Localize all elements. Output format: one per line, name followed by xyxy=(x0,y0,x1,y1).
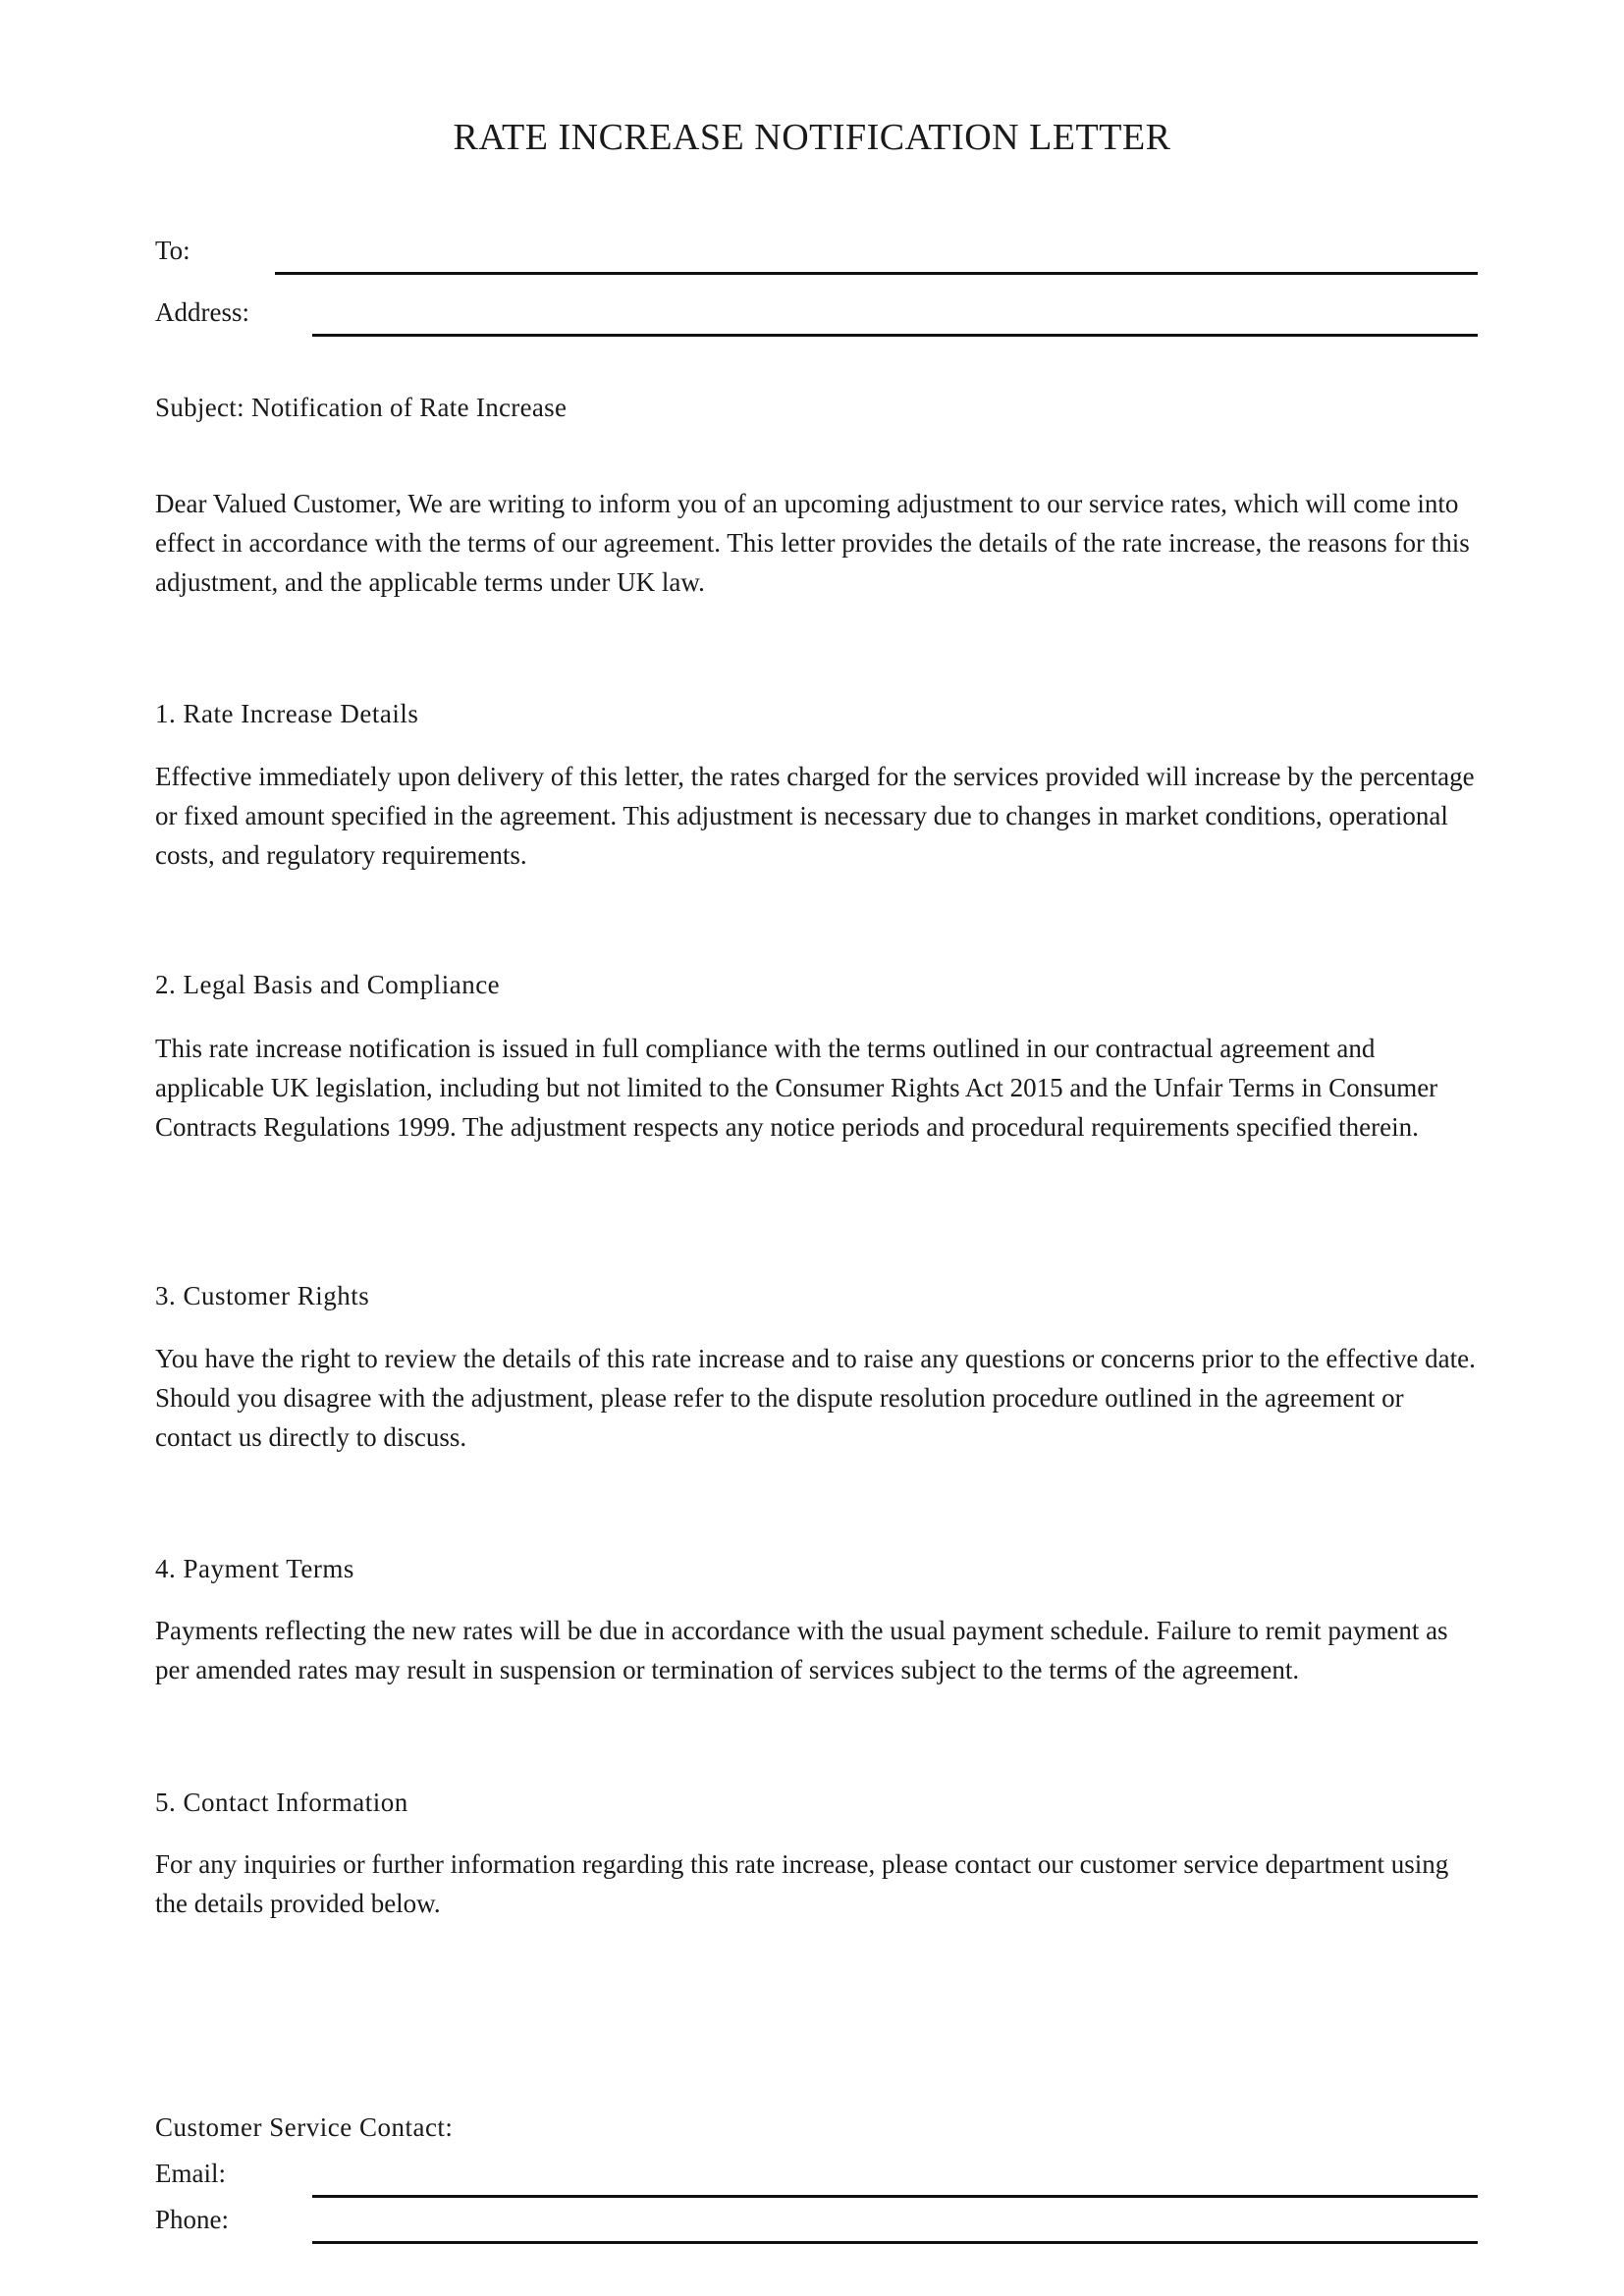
phone-label: Phone: xyxy=(155,2205,230,2234)
contact-heading: Customer Service Contact: xyxy=(155,2112,454,2142)
section-heading-customer-rights: 3. Customer Rights xyxy=(155,1281,370,1310)
page-title: RATE INCREASE NOTIFICATION LETTER xyxy=(453,117,1171,158)
to-field xyxy=(155,236,1478,275)
address-field xyxy=(155,297,1478,337)
email-label: Email: xyxy=(155,2159,226,2188)
address-label: Address: xyxy=(155,297,249,327)
address-input-line[interactable] xyxy=(312,334,1478,337)
section-heading-legal-basis: 2. Legal Basis and Compliance xyxy=(155,970,501,999)
section-body-legal-basis: This rate increase notification is issued in full compliance with the terms outlined in our contractual agreement and applicable UK legislation, including but not limited to the Consumer Rights Act 2015 and the Unfair Terms in Consumer Contracts Regulations 1999. The adjustment respects any notice periods and procedural requirements specified therein. xyxy=(155,1034,1438,1142)
section-heading-rate-increase: 1. Rate Increase Details xyxy=(155,699,419,728)
email-field xyxy=(155,2159,1478,2198)
subject-line: Subject: Notification of Rate Increase xyxy=(155,393,568,422)
section-body-payment-terms: Payments reflecting the new rates will be due in accordance with the usual payment schedule. Failure to remit payment as per amended rates may result in suspension or termination of services subject to the terms of the agreement. xyxy=(155,1616,1448,1684)
to-input-line[interactable] xyxy=(275,272,1478,275)
section-heading-payment-terms: 4. Payment Terms xyxy=(155,1554,354,1583)
email-input-line[interactable] xyxy=(312,2195,1478,2198)
phone-field xyxy=(155,2205,1478,2244)
intro-paragraph: Dear Valued Customer, We are writing to inform you of an upcoming adjustment to our service rates, which will come into effect in accordance with the terms of our agreement. This letter provides the details of the rate increase, the reasons for this adjustment, and the applicable terms under UK law. xyxy=(155,489,1470,597)
section-body-customer-rights: You have the right to review the details of this rate increase and to raise any questions or concerns prior to the effective date. Should you disagree with the adjustment, please refer to the dispute resolution procedure outlined in the agreement or contact us directly to discuss. xyxy=(155,1344,1476,1452)
section-body-rate-increase: Effective immediately upon delivery of this letter, the rates charged for the services provided will increase by the percentage or fixed amount specified in the agreement. This adjustment is necessary due to changes in market conditions, operational costs, and regulatory requirements. xyxy=(155,762,1475,870)
phone-input-line[interactable] xyxy=(312,2241,1478,2244)
section-heading-contact-info: 5. Contact Information xyxy=(155,1788,408,1817)
to-label: To: xyxy=(155,236,190,265)
section-body-contact-info: For any inquiries or further information regarding this rate increase, please contact our customer service department using the details provided below. xyxy=(155,1849,1449,1918)
